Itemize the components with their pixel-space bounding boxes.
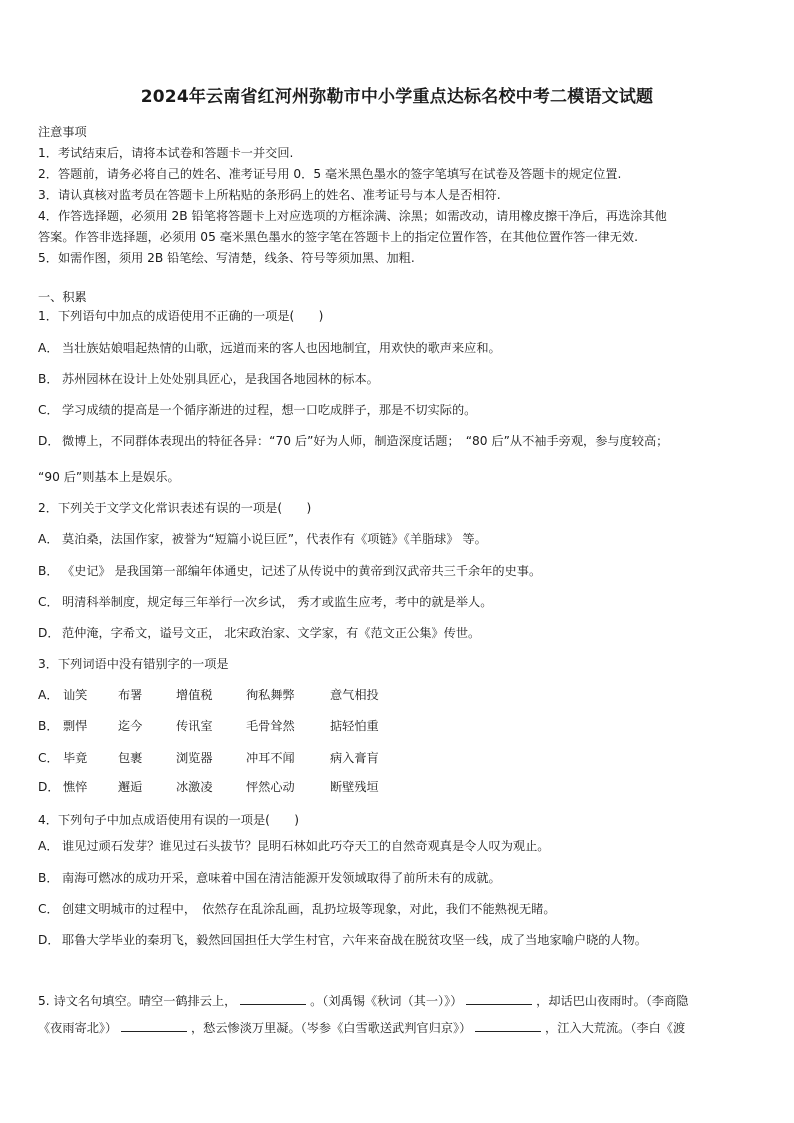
question-stem: 4．下列句子中加点成语使用有误的一项是( ): [38, 813, 300, 827]
notice-item: 答案。作答非选择题，必须用 05 毫米黑色墨水的签字笔在答题卡上的指定位置作答，在其他位置作答一律无效.: [38, 230, 638, 244]
question-stem: 1．下列语句中加点的成语使用不正确的一项是( ): [38, 309, 324, 323]
option-d: D． 憔悴 邂逅 冰激凌 怦然心动 断壁残垣: [38, 780, 379, 794]
option-a: A． 莫泊桑，法国作家，被誉为“短篇小说巨匠”，代表作有《项链》《羊脂球》 等。: [38, 532, 487, 546]
option-text: 学习成绩的提高是一个循序渐进的过程，想一口吃成胖子，那是不切实际的。: [62, 403, 477, 417]
option-text: 创建文明城市的过程中， 依然存在乱涂乱画，乱扔垃圾等现象，对此，我们不能熟视无睹。: [62, 902, 556, 916]
notice-item: 2．答题前，请务必将自己的姓名、准考证号用 0．5 毫米黑色墨水的签字笔填写在试卷及答题卡的规定位置.: [38, 167, 622, 181]
word: 病入膏肓: [330, 751, 379, 765]
word: 迄今: [118, 719, 143, 733]
option-a: A． 讪笑 布署 增值税 徇私舞弊 意气相投: [38, 688, 379, 702]
option-b: B． 剽悍 迄今 传讯室 毛骨耸然 掂轻怕重: [38, 719, 379, 733]
word: 讪笑: [63, 688, 88, 702]
word: 剽悍: [63, 719, 88, 733]
word: 毛骨耸然: [246, 719, 295, 733]
option-d: D． 范仲淹，字希文，谥号文正， 北宋政治家、文学家，有《范文正公集》传世。: [38, 626, 481, 640]
option-text: 谁见过顽石发芽？谁见过石头拔节？昆明石林如此巧夺天工的自然奇观真是令人叹为观止。: [62, 839, 550, 853]
question-stem: 2．下列关于文学文化常识表述有误的一项是( ): [38, 501, 312, 515]
word: 意气相投: [330, 688, 379, 702]
option-d: D． 耶鲁大学毕业的秦玥飞，毅然回国担任大学生村官，六年来奋战在脱贫攻坚一线，成了当地家喻户晓的人物。: [38, 933, 647, 947]
word: 毕竟: [63, 751, 88, 765]
question-stem: 3．下列词语中没有错别字的一项是: [38, 657, 229, 671]
notice-block: [38, 122, 758, 269]
word: 浏览器: [176, 751, 213, 765]
option-c: C． 学习成绩的提高是一个循序渐进的过程，想一口吃成胖子，那是不切实际的。: [38, 403, 477, 417]
option-c: C． 毕竟 包裹 浏览器 冲耳不闻 病入膏肓: [38, 751, 379, 765]
notice-item: 3．请认真核对监考员在答题卡上所粘贴的条形码上的姓名、准考证号与本人是否相符.: [38, 188, 501, 202]
notice-item: 4．作答选择题，必须用 2B 铅笔将答题卡上对应选项的方框涂满、涂黑；如需改动，请用橡皮擦干净后，再选涂其他: [38, 209, 667, 223]
option-text: 莫泊桑，法国作家，被誉为“短篇小说巨匠”，代表作有《项链》《羊脂球》 等。: [62, 532, 487, 546]
option-b: B． 苏州园林在设计上处处别具匠心，是我国各地园林的标本。: [38, 372, 379, 386]
word: 冰激凌: [176, 780, 213, 794]
word: 徇私舞弊: [246, 688, 295, 702]
word: 冲耳不闻: [246, 751, 295, 765]
answer-blank[interactable]: [240, 992, 306, 1005]
question-5-line-1: 5. 诗文名句填空。晴空一鹤排云上， 。（刘禹锡《秋词（其一）》） ，却话巴山夜雨时。（李商隐: [38, 994, 689, 1008]
option-c: C． 明清科举制度，规定每三年举行一次乡试， 秀才或监生应考，考中的就是举人。: [38, 595, 493, 609]
word: 包裹: [118, 751, 143, 765]
option-text: 南海可燃冰的成功开采，意味着中国在清洁能源开发领域取得了前所未有的成就。: [62, 871, 501, 885]
word: 憔悴: [63, 780, 88, 794]
option-text: 当壮族姑娘唱起热情的山歌，远道而来的客人也因地制宜，用欢快的歌声来应和。: [62, 341, 501, 355]
answer-blank[interactable]: [121, 1019, 187, 1032]
option-a: A． 谁见过顽石发芽？谁见过石头拔节？昆明石林如此巧夺天工的自然奇观真是令人叹为观止。: [38, 839, 550, 853]
option-text: 《史记》 是我国第一部编年体通史，记述了从传说中的黄帝到汉武帝共三千余年的史事。: [62, 564, 542, 578]
answer-blank[interactable]: [475, 1019, 541, 1032]
question-5-line-2: 《夜雨寄北》） ，愁云惨淡万里凝。（岑参《白雪歌送武判官归京》） ，江入大荒流。（李白《渡: [38, 1021, 686, 1035]
word: 布署: [118, 688, 143, 702]
option-text: 范仲淹，字希文，谥号文正， 北宋政治家、文学家，有《范文正公集》传世。: [62, 626, 481, 640]
word: 掂轻怕重: [330, 719, 379, 733]
page-title: 2024年云南省红河州弥勒市中小学重点达标名校中考二模语文试题: [140, 87, 654, 107]
option-text: 苏州园林在设计上处处别具匠心，是我国各地园林的标本。: [62, 372, 379, 386]
word: 怦然心动: [246, 780, 295, 794]
answer-blank[interactable]: [466, 992, 532, 1005]
notice-heading: 注意事项: [38, 125, 87, 139]
notice-item: 5．如需作图，须用 2B 铅笔绘、写清楚，线条、符号等须加黑、加粗.: [38, 251, 415, 265]
section-heading: 一、积累: [38, 290, 87, 304]
word: 传讯室: [176, 719, 213, 733]
option-a: A． 当壮族姑娘唱起热情的山歌，远道而来的客人也因地制宜，用欢快的歌声来应和。: [38, 341, 501, 355]
option-c: C． 创建文明城市的过程中， 依然存在乱涂乱画，乱扔垃圾等现象，对此，我们不能熟视无睹。: [38, 902, 556, 916]
notice-item: 1．考试结束后，请将本试卷和答题卡一并交回.: [38, 146, 294, 160]
option-b: B． 南海可燃冰的成功开采，意味着中国在清洁能源开发领域取得了前所未有的成就。: [38, 871, 501, 885]
option-b: B． 《史记》 是我国第一部编年体通史，记述了从传说中的黄帝到汉武帝共三千余年的史事。: [38, 564, 542, 578]
option-text: 耶鲁大学毕业的秦玥飞，毅然回国担任大学生村官，六年来奋战在脱贫攻坚一线，成了当地家喻户晓的人物。: [62, 933, 647, 947]
option-text: 微博上，不同群体表现出的特征各异：“70 后”好为人师，制造深度话题； “80 后”从不袖手旁观，参与度较高；: [62, 434, 669, 448]
option-d: D． 微博上，不同群体表现出的特征各异：“70 后”好为人师，制造深度话题； “80 后”从不袖手旁观，参与度较高；: [38, 434, 669, 448]
word: 增值税: [176, 688, 213, 702]
word: 断壁残垣: [330, 780, 379, 794]
option-text: 明清科举制度，规定每三年举行一次乡试， 秀才或监生应考，考中的就是举人。: [62, 595, 493, 609]
option-d-continued: “90 后”则基本上是娱乐。: [38, 470, 180, 484]
word: 邂逅: [118, 780, 143, 794]
